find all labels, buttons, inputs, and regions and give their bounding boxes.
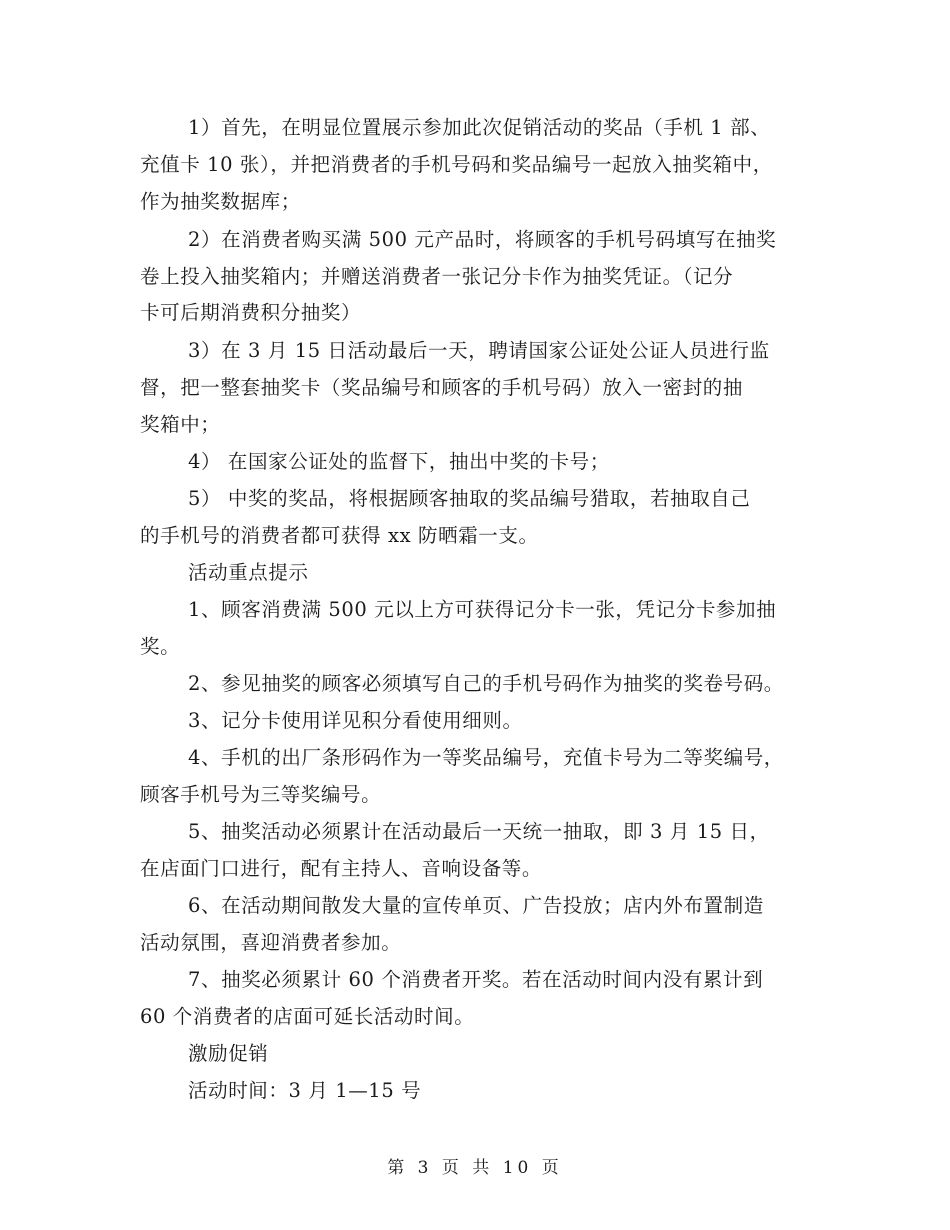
paragraph-line: 4、手机的出厂条形码作为一等奖品编号，充值卡号为二等奖编号， [188, 746, 784, 769]
paragraph-line: 活动时间：3 月 1—15 号 [188, 1079, 422, 1102]
section-heading: 活动重点提示 [188, 561, 309, 584]
paragraph-line: 3）在 3 月 15 日活动最后一天，聘请国家公证处公证人员进行监 [188, 339, 770, 362]
paragraph-line: 7、抽奖必须累计 60 个消费者开奖。若在活动时间内没有累计到 [188, 968, 764, 991]
paragraph-line: 6、在活动期间散发大量的宣传单页、广告投放；店内外布置制造 [188, 894, 764, 917]
paragraph-line: 顾客手机号为三等奖编号。 [140, 783, 382, 806]
paragraph-line: 3、记分卡使用详见积分看使用细则。 [188, 709, 523, 732]
paragraph-line: 4） 在国家公证处的监督下，抽出中奖的卡号； [188, 450, 610, 473]
paragraph-line: 卡可后期消费积分抽奖） [140, 301, 362, 324]
paragraph-line: 督，把一整套抽奖卡（奖品编号和顾客的手机号码）放入一密封的抽 [140, 376, 744, 399]
paragraph-line: 5、抽奖活动必须累计在活动最后一天统一抽取，即 3 月 15 日， [188, 820, 770, 843]
paragraph-line: 1）首先，在明显位置展示参加此次促销活动的奖品（手机 1 部、 [188, 116, 771, 139]
page-footer: 第 3 页 共 10 页 [387, 1158, 563, 1178]
paragraph-line: 充值卡 10 张），并把消费者的手机号码和奖品编号一起放入抽奖箱中， [140, 153, 773, 176]
paragraph-line: 卷上投入抽奖箱内；并赠送消费者一张记分卡作为抽奖凭证。（记分 [140, 265, 734, 288]
section-heading: 激励促销 [188, 1042, 269, 1065]
paragraph-line: 2）在消费者购买满 500 元产品时，将顾客的手机号码填写在抽奖 [188, 228, 777, 251]
paragraph-line: 60 个消费者的店面可延长活动时间。 [140, 1005, 475, 1028]
paragraph-line: 作为抽奖数据库； [140, 190, 301, 213]
paragraph-line: 5） 中奖的奖品，将根据顾客抽取的奖品编号猎取，若抽取自己 [188, 487, 751, 510]
paragraph-line: 在店面门口进行，配有主持人、音响设备等。 [140, 857, 543, 880]
paragraph-line: 2、参见抽奖的顾客必须填写自己的手机号码作为抽奖的奖卷号码。 [188, 672, 784, 695]
paragraph-line: 奖箱中； [140, 413, 221, 436]
paragraph-line: 1、顾客消费满 500 元以上方可获得记分卡一张，凭记分卡参加抽 [188, 598, 777, 621]
paragraph-line: 的手机号的消费者都可获得 xx 防晒霜一支。 [140, 524, 539, 547]
paragraph-line: 奖。 [140, 635, 181, 658]
paragraph-line: 活动氛围，喜迎消费者参加。 [140, 931, 402, 954]
